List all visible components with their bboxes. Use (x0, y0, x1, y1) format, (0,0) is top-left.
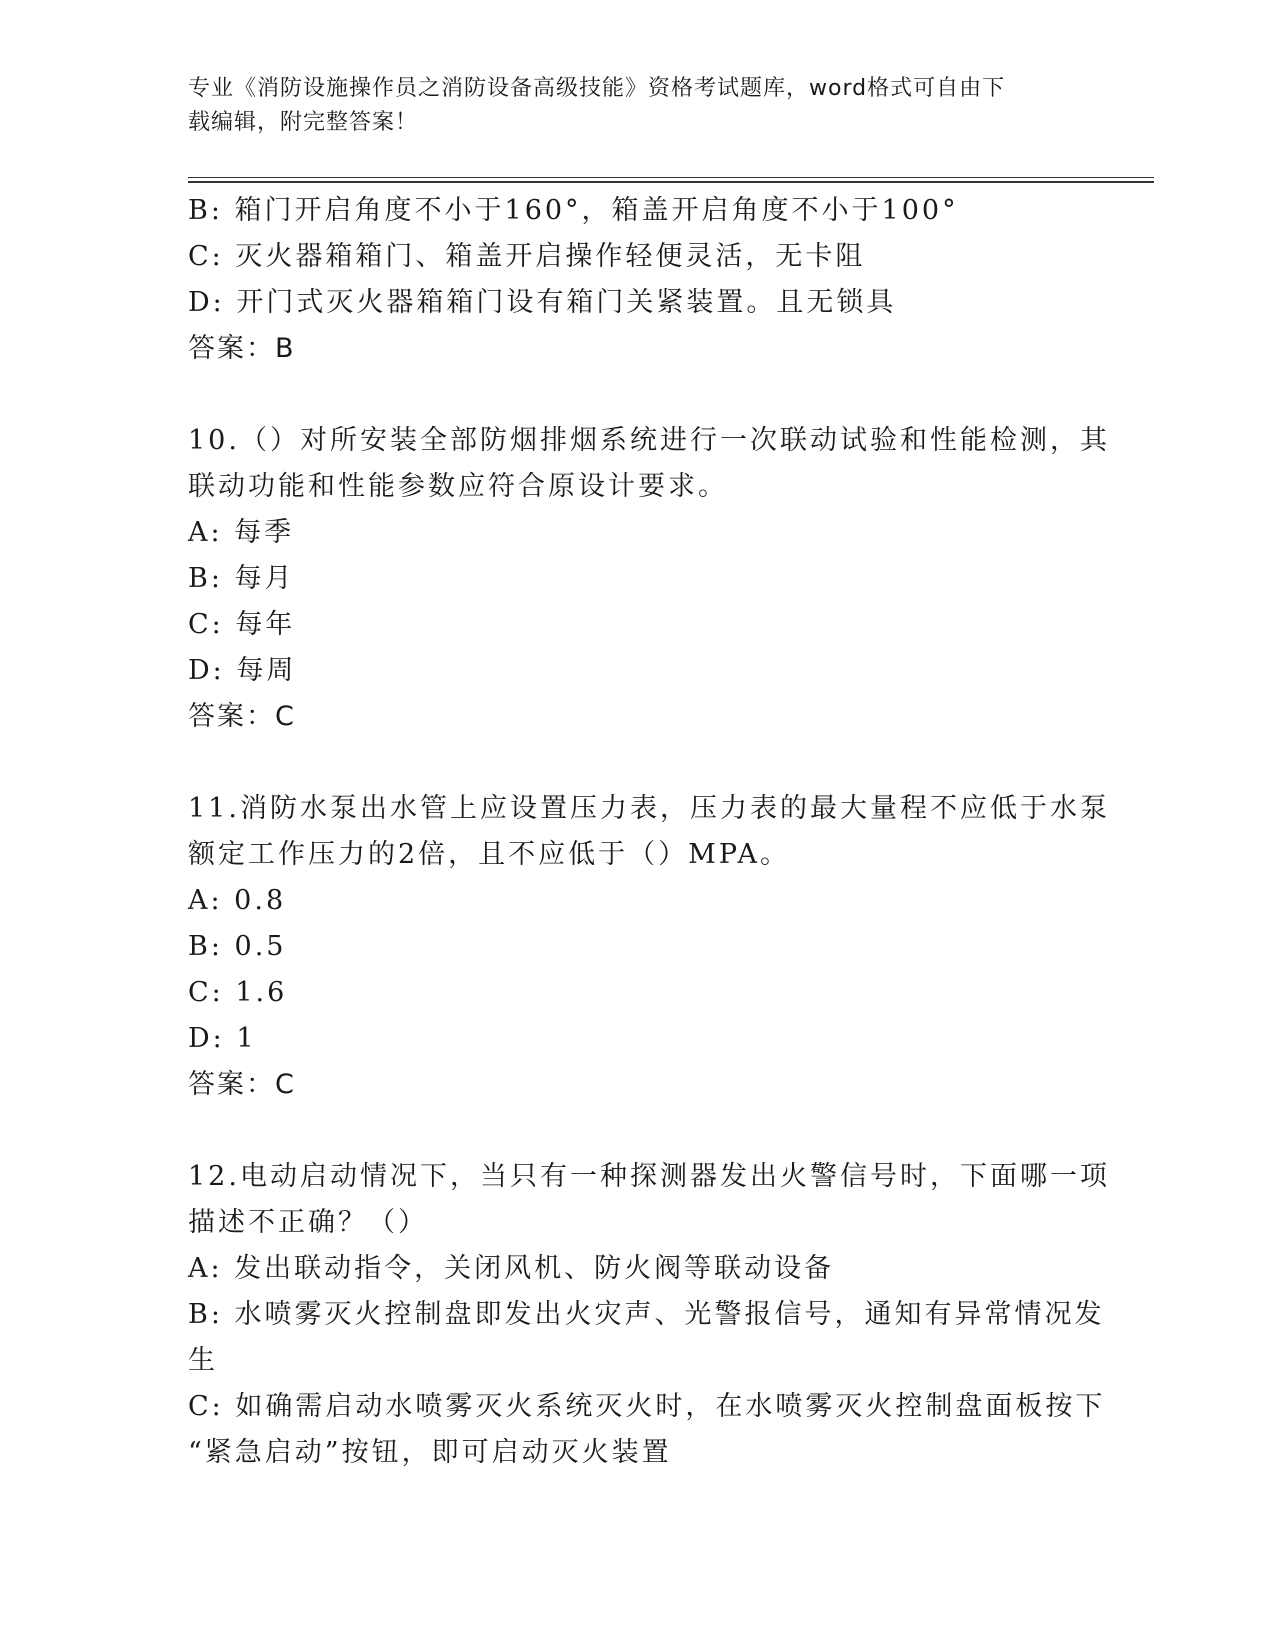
option-b: B: 每月 (188, 563, 295, 594)
option-c: C: 灭火器箱箱门、箱盖开启操作轻便灵活，无卡阻 (188, 241, 866, 272)
option-b-continued: 生 (188, 1345, 218, 1376)
question-text-line: 描述不正确？（） (188, 1207, 428, 1238)
question-text-line: 联动功能和性能参数应符合原设计要求。 (188, 471, 728, 502)
header-divider-thin (188, 177, 1154, 178)
option-c: C: 如确需启动水喷雾灭火系统灭火时，在水喷雾灭火控制盘面板按下 (188, 1391, 1106, 1422)
document-body (188, 188, 1110, 1476)
header-line-1: 专业《消防设施操作员之消防设备高级技能》资格考试题库，word格式可自由下 (188, 76, 1006, 101)
question-9-continuation (188, 188, 1068, 372)
answer: 答案：B (188, 333, 296, 364)
answer: 答案：C (188, 701, 296, 732)
document-header (188, 72, 1068, 140)
question-text-line: 10.（）对所安装全部防烟排烟系统进行一次联动试验和性能检测，其 (188, 425, 1110, 456)
question-text-line: 12.电动启动情况下，当只有一种探测器发出火警信号时，下面哪一项 (188, 1161, 1110, 1192)
option-c-continued: “紧急启动”按钮，即可启动灭火装置 (188, 1437, 672, 1468)
option-d: D: 开门式灭火器箱箱门设有箱门关紧装置。且无锁具 (188, 287, 897, 318)
option-a: A: 发出联动指令，关闭风机、防火阀等联动设备 (188, 1253, 835, 1284)
option-a: A: 0.8 (188, 885, 287, 916)
question-10 (188, 418, 1110, 740)
question-text-line: 11.消防水泵出水管上应设置压力表，压力表的最大量程不应低于水泵 (188, 793, 1110, 824)
option-d: D: 每周 (188, 655, 297, 686)
header-divider-thick (188, 181, 1154, 183)
option-b: B: 0.5 (188, 931, 287, 962)
header-line-2: 载编辑，附完整答案！ (188, 110, 419, 135)
option-b: B: 水喷雾灭火控制盘即发出火灾声、光警报信号，通知有异常情况发 (188, 1299, 1105, 1330)
option-c: C: 每年 (188, 609, 296, 640)
question-11 (188, 786, 1110, 1108)
question-12 (188, 1154, 1110, 1476)
answer: 答案：C (188, 1069, 296, 1100)
option-c: C: 1.6 (188, 977, 288, 1008)
option-b: B: 箱门开启角度不小于160°，箱盖开启角度不小于100° (188, 195, 959, 226)
question-text-line: 额定工作压力的2倍，且不应低于（）MPA。 (188, 839, 791, 870)
option-a: A: 每季 (188, 517, 295, 548)
option-d: D: 1 (188, 1023, 257, 1054)
